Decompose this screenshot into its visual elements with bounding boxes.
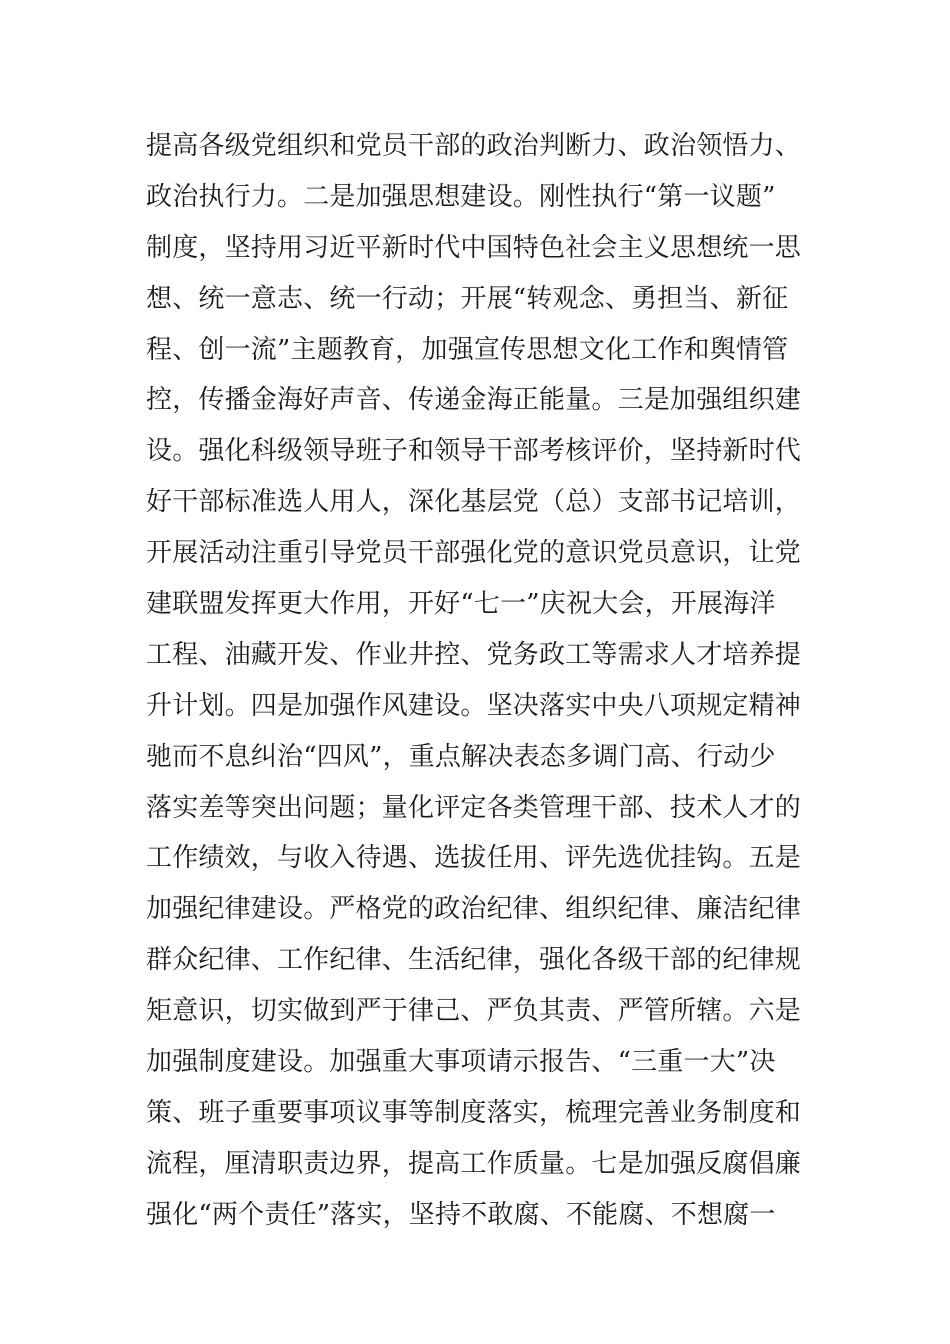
text-line-7: 设。强化科级领导班子和领导干部考核评价，坚持新时代: [146, 436, 802, 467]
text-line-5: 程、创一流”主题教育，加强宣传思想文化工作和舆情管: [146, 334, 789, 365]
text-line-10: 建联盟发挥更大作用，开好“七一”庆祝大会，开展海洋: [146, 589, 776, 620]
text-line-15: 工作绩效，与收入待遇、选拔任用、评先选优挂钩。五是: [146, 843, 802, 874]
text-line-17: 群众纪律、工作纪律、生活纪律，强化各级干部的纪律规: [146, 945, 802, 976]
text-line-20: 策、班子重要事项议事等制度落实，梳理完善业务制度和: [146, 1097, 802, 1128]
text-line-13: 驰而不息纠治“四风”，重点解决表态多调门高、行动少: [146, 741, 776, 772]
text-line-22: 强化“两个责任”落实，坚持不敢腐、不能腐、不想腐一: [146, 1199, 776, 1230]
body-text: [146, 121, 816, 1241]
text-line-19: 加强制度建设。加强重大事项请示报告、“三重一大”决: [146, 1047, 776, 1078]
text-line-11: 工程、油藏开发、作业井控、党务政工等需求人才培养提: [146, 639, 802, 670]
text-line-18: 矩意识，切实做到严于律己、严负其责、严管所辖。六是: [146, 996, 802, 1027]
text-line-8: 好干部标准选人用人，深化基层党（总）支部书记培训，: [146, 487, 802, 518]
text-line-21: 流程，厘清职责边界，提高工作质量。七是加强反腐倡廉: [146, 1148, 802, 1179]
text-line-16: 加强纪律建设。严格党的政治纪律、组织纪律、廉洁纪律: [146, 894, 802, 925]
text-line-1: 提高各级党组织和党员干部的政治判断力、政治领悟力、: [146, 131, 802, 161]
text-line-14: 落实差等突出问题；量化评定各类管理干部、技术人才的: [146, 792, 802, 823]
text-line-3: 制度，坚持用习近平新时代中国特色社会主义思想统一思: [146, 232, 802, 263]
text-line-4: 想、统一意志、统一行动；开展“转观念、勇担当、新征: [146, 283, 789, 314]
text-line-12: 升计划。四是加强作风建设。坚决落实中央八项规定精神: [146, 690, 802, 721]
text-line-9: 开展活动注重引导党员干部强化党的意识党员意识，让党: [146, 538, 802, 569]
text-line-2: 政治执行力。二是加强思想建设。刚性执行“第一议题”: [146, 181, 776, 212]
text-line-6: 控，传播金海好声音、传递金海正能量。三是加强组织建: [146, 385, 802, 416]
